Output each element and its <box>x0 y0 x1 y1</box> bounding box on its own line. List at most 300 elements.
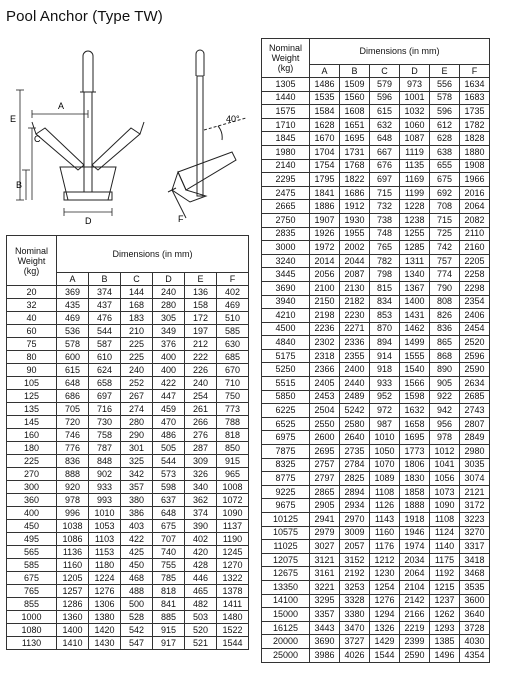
table-row <box>262 105 490 119</box>
weight-cell: 300 <box>7 481 57 494</box>
dimension-cell: 403 <box>121 520 153 533</box>
dimension-cell: 400 <box>153 364 185 377</box>
weight-cell: 1130 <box>7 637 57 650</box>
dimension-cell: 2695 <box>310 445 340 459</box>
dimension-cell: 500 <box>121 598 153 611</box>
dimension-cell: 1540 <box>400 363 430 377</box>
weight-cell: 6225 <box>262 404 310 418</box>
dimension-cell: 1400 <box>400 295 430 309</box>
dimension-cell: 1238 <box>400 213 430 227</box>
dimension-cell: 2634 <box>460 377 490 391</box>
dimension-cell: 280 <box>121 416 153 429</box>
table-row <box>262 499 490 513</box>
table-row <box>262 608 490 622</box>
table-row <box>7 546 249 559</box>
dimension-cell: 1429 <box>370 635 400 649</box>
dimension-cell: 2454 <box>460 322 490 336</box>
column-header: F <box>460 65 490 78</box>
weight-cell: 3240 <box>262 254 310 268</box>
dimension-cell: 287 <box>185 442 217 455</box>
dimension-cell: 3223 <box>460 513 490 527</box>
dimension-cell: 510 <box>217 312 249 325</box>
dimension-cell: 853 <box>370 309 400 323</box>
dimension-cell: 836 <box>57 455 89 468</box>
weight-cell: 10125 <box>262 513 310 527</box>
dimension-cell: 757 <box>430 254 460 268</box>
dimension-cell: 435 <box>57 299 89 312</box>
dimension-cell: 1695 <box>400 431 430 445</box>
dimension-cell: 888 <box>57 468 89 481</box>
weight-cell: 12675 <box>262 567 310 581</box>
weight-cell: 1000 <box>7 611 57 624</box>
dimension-cell: 2979 <box>310 526 340 540</box>
dimension-cell: 1153 <box>89 546 121 559</box>
dimension-cell: 3221 <box>310 580 340 594</box>
dimension-cell: 2596 <box>460 349 490 363</box>
weight-cell: 1440 <box>262 91 310 105</box>
dimension-cell: 2056 <box>310 268 340 282</box>
table-row <box>7 442 249 455</box>
table-row <box>262 553 490 567</box>
dimension-cell: 1974 <box>400 540 430 554</box>
dimension-cell: 2590 <box>400 648 430 662</box>
dimension-cell: 765 <box>370 241 400 255</box>
dimension-cell: 1276 <box>89 585 121 598</box>
table-row <box>7 364 249 377</box>
dimension-cell: 834 <box>370 295 400 309</box>
dimension-cell: 437 <box>89 299 121 312</box>
dimension-cell: 556 <box>430 78 460 92</box>
weight-cell: 180 <box>7 442 57 455</box>
table-row <box>7 507 249 520</box>
dimension-cell: 1411 <box>217 598 249 611</box>
table-row <box>262 281 490 295</box>
dimension-cell: 226 <box>185 364 217 377</box>
dimension-cell: 469 <box>57 312 89 325</box>
weight-cell: 3000 <box>262 241 310 255</box>
dimension-cell: 183 <box>121 312 153 325</box>
dimension-cell: 715 <box>370 186 400 200</box>
dimension-cell: 610 <box>89 351 121 364</box>
table-row <box>7 585 249 598</box>
table-row <box>262 458 490 472</box>
table-row <box>7 429 249 442</box>
dimension-cell: 465 <box>185 585 217 598</box>
weight-cell: 12075 <box>262 553 310 567</box>
dimension-cell: 978 <box>430 431 460 445</box>
dimension-cell: 1880 <box>460 145 490 159</box>
dimension-cell: 2941 <box>310 513 340 527</box>
dimension-cell: 2336 <box>340 336 370 350</box>
dimension-cell: 1136 <box>57 546 89 559</box>
dimension-cell: 2355 <box>340 349 370 363</box>
dimension-cell: 2580 <box>340 417 370 431</box>
dimension-cell: 1544 <box>217 637 249 650</box>
dimension-cell: 1360 <box>57 611 89 624</box>
dimension-cell: 915 <box>153 624 185 637</box>
dimension-cell: 2807 <box>460 417 490 431</box>
dimension-cell: 1420 <box>89 624 121 637</box>
dimension-cell: 5242 <box>340 404 370 418</box>
dimension-cell: 3728 <box>460 621 490 635</box>
dimension-cell: 1053 <box>89 520 121 533</box>
dimension-cell: 2258 <box>460 268 490 282</box>
dimension-cell: 2600 <box>310 431 340 445</box>
dimension-cell: 1270 <box>217 559 249 572</box>
dimension-cell: 349 <box>153 325 185 338</box>
dimension-cell: 2405 <box>310 377 340 391</box>
dimension-cell: 773 <box>217 403 249 416</box>
dimension-cell: 528 <box>121 611 153 624</box>
table-row <box>7 572 249 585</box>
dimension-cell: 1773 <box>400 445 430 459</box>
table-row <box>262 580 490 594</box>
dimension-cell: 596 <box>370 91 400 105</box>
dimension-cell: 1285 <box>400 241 430 255</box>
dimension-cell: 144 <box>121 286 153 299</box>
weight-cell: 1710 <box>262 118 310 132</box>
dimension-cell: 1486 <box>310 78 340 92</box>
weight-cell: 4840 <box>262 336 310 350</box>
dimension-cell: 2014 <box>310 254 340 268</box>
weight-cell: 7875 <box>262 445 310 459</box>
weight-cell: 4210 <box>262 309 310 323</box>
dimension-cell: 261 <box>185 403 217 416</box>
table-row <box>7 351 249 364</box>
dimension-cell: 3443 <box>310 621 340 635</box>
weight-cell: 8775 <box>262 472 310 486</box>
dimension-cell: 2366 <box>310 363 340 377</box>
dimension-cell: 648 <box>370 132 400 146</box>
weight-cell: 20000 <box>262 635 310 649</box>
weight-cell: 8325 <box>262 458 310 472</box>
dimension-cell: 1089 <box>370 472 400 486</box>
table-row <box>262 594 490 608</box>
dimension-cell: 1670 <box>310 132 340 146</box>
dimension-cell: 2192 <box>340 567 370 581</box>
dimension-cell: 425 <box>121 546 153 559</box>
dimension-cell: 210 <box>121 325 153 338</box>
table-row <box>7 286 249 299</box>
front-right-fluke <box>92 128 140 170</box>
dimension-cell: 915 <box>217 455 249 468</box>
table-row <box>262 227 490 241</box>
weight-cell: 1080 <box>7 624 57 637</box>
dimension-cell: 670 <box>217 364 249 377</box>
dimension-cell: 1070 <box>370 458 400 472</box>
table-row <box>262 91 490 105</box>
dimension-cell: 400 <box>153 351 185 364</box>
weight-cell: 5515 <box>262 377 310 391</box>
dimension-cell: 2894 <box>340 485 370 499</box>
dimension-cell: 917 <box>153 637 185 650</box>
table-row <box>7 520 249 533</box>
nominal-weight-header-line: (kg) <box>23 265 40 276</box>
dimension-cell: 2121 <box>460 485 490 499</box>
dimension-cell: 2057 <box>340 540 370 554</box>
dimension-cell: 252 <box>121 377 153 390</box>
dimension-cell: 136 <box>185 286 217 299</box>
dimension-cell: 1480 <box>217 611 249 624</box>
weight-cell: 855 <box>7 598 57 611</box>
nominal-weight-header-line: Weight <box>271 53 300 63</box>
dimension-cell: 1108 <box>430 513 460 527</box>
table-row <box>262 648 490 662</box>
weight-cell: 5175 <box>262 349 310 363</box>
dimension-cell: 1535 <box>310 91 340 105</box>
dimension-cell: 1907 <box>310 213 340 227</box>
dimension-cell: 774 <box>430 268 460 282</box>
dimension-cell: 1695 <box>340 132 370 146</box>
column-header: A <box>310 65 340 78</box>
dimension-cell: 1509 <box>340 78 370 92</box>
dimension-cell: 600 <box>57 351 89 364</box>
weight-cell: 9675 <box>262 499 310 513</box>
dimension-cell: 2797 <box>310 472 340 486</box>
dimension-cell: 2271 <box>340 322 370 336</box>
dimension-cell: 521 <box>185 637 217 650</box>
dimension-cell: 1322 <box>217 572 249 585</box>
dimension-cell: 2550 <box>310 417 340 431</box>
weight-cell: 160 <box>7 429 57 442</box>
dim-label-e: E <box>10 114 17 124</box>
weight-cell: 270 <box>7 468 57 481</box>
dimension-cell: 2980 <box>460 445 490 459</box>
weight-cell: 4500 <box>262 322 310 336</box>
dimension-cell: 894 <box>370 336 400 350</box>
dimension-cell: 818 <box>153 585 185 598</box>
dimension-cell: 3600 <box>460 594 490 608</box>
dimension-cell: 815 <box>370 281 400 295</box>
dimension-cell: 1628 <box>310 118 340 132</box>
dimension-cell: 933 <box>370 377 400 391</box>
weight-cell: 20 <box>7 286 57 299</box>
front-base <box>64 192 112 200</box>
dimensions-table-right <box>261 38 490 663</box>
dimension-cell: 1237 <box>430 594 460 608</box>
dimension-cell: 870 <box>370 322 400 336</box>
dimension-cell: 542 <box>121 624 153 637</box>
dimension-cell: 1930 <box>340 213 370 227</box>
dimension-cell: 1215 <box>430 580 460 594</box>
dimension-cell: 637 <box>153 494 185 507</box>
dimension-cell: 274 <box>121 403 153 416</box>
dimension-cell: 2064 <box>400 567 430 581</box>
dimension-cell: 1293 <box>430 621 460 635</box>
dimension-cell: 2082 <box>460 213 490 227</box>
weight-cell: 10575 <box>262 526 310 540</box>
dimension-cell: 1806 <box>400 458 430 472</box>
dimension-cell: 2064 <box>460 200 490 214</box>
nominal-weight-header <box>7 236 57 286</box>
dimension-cell: 1073 <box>430 485 460 499</box>
table-row <box>7 637 249 650</box>
dimension-cell: 1908 <box>460 159 490 173</box>
dimension-cell: 1608 <box>340 105 370 119</box>
table-row <box>7 377 249 390</box>
dimension-cell: 667 <box>370 145 400 159</box>
table-row <box>262 621 490 635</box>
weight-cell: 765 <box>7 585 57 598</box>
weight-cell: 675 <box>7 572 57 585</box>
dimension-cell: 1192 <box>430 567 460 581</box>
dimension-cell: 758 <box>89 429 121 442</box>
dimension-cell: 638 <box>430 145 460 159</box>
dimension-cell: 1124 <box>430 526 460 540</box>
dimension-cell: 1658 <box>400 417 430 431</box>
dimension-cell: 2205 <box>460 254 490 268</box>
table-row <box>262 349 490 363</box>
dimension-cell: 1050 <box>370 445 400 459</box>
dimension-cell: 1367 <box>400 281 430 295</box>
weight-cell: 90 <box>7 364 57 377</box>
dimension-cell: 730 <box>89 416 121 429</box>
dimension-cell: 1143 <box>370 513 400 527</box>
dimension-cell: 503 <box>185 611 217 624</box>
dimension-cell: 1634 <box>460 78 490 92</box>
column-header: C <box>121 273 153 286</box>
column-header: B <box>89 273 121 286</box>
dimension-cell: 374 <box>185 507 217 520</box>
dimension-cell: 1683 <box>460 91 490 105</box>
dimension-cell: 1087 <box>400 132 430 146</box>
dimension-cell: 369 <box>57 286 89 299</box>
dimension-cell: 468 <box>121 572 153 585</box>
nominal-weight-header-line: (kg) <box>277 63 294 73</box>
dimension-cell: 738 <box>370 213 400 227</box>
dimension-cell: 1160 <box>370 526 400 540</box>
dimension-cell: 1012 <box>430 445 460 459</box>
dimension-cell: 1262 <box>430 608 460 622</box>
dimension-cell: 587 <box>89 338 121 351</box>
dimension-cell: 1830 <box>400 472 430 486</box>
dimension-cell: 544 <box>153 455 185 468</box>
weight-cell: 1845 <box>262 132 310 146</box>
table-row <box>7 468 249 481</box>
dimension-cell: 1294 <box>370 608 400 622</box>
dimension-cell: 742 <box>430 241 460 255</box>
dimension-cell: 3152 <box>340 553 370 567</box>
table-row <box>262 159 490 173</box>
dimension-cell: 1754 <box>310 159 340 173</box>
anchor-drawing <box>0 30 260 235</box>
dimension-cell: 579 <box>370 78 400 92</box>
dimension-cell: 624 <box>89 364 121 377</box>
dimension-cell: 1032 <box>400 105 430 119</box>
dimension-cell: 1205 <box>57 572 89 585</box>
dimension-cell: 1912 <box>340 200 370 214</box>
dimension-cell: 841 <box>153 598 185 611</box>
dimension-cell: 748 <box>370 227 400 241</box>
weight-cell: 75 <box>7 338 57 351</box>
dimension-cell: 740 <box>153 546 185 559</box>
weight-cell: 5850 <box>262 390 310 404</box>
table-row <box>262 445 490 459</box>
table-row <box>262 132 490 146</box>
dimension-cell: 705 <box>57 403 89 416</box>
dimension-cell: 905 <box>430 377 460 391</box>
dimension-cell: 2400 <box>340 363 370 377</box>
dimension-cell: 1966 <box>460 173 490 187</box>
dimension-cell: 342 <box>121 468 153 481</box>
dimension-cell: 2865 <box>310 485 340 499</box>
dimension-cell: 1175 <box>430 553 460 567</box>
weight-cell: 225 <box>7 455 57 468</box>
dimension-cell: 1119 <box>400 145 430 159</box>
dimension-cell: 2104 <box>400 580 430 594</box>
weight-cell: 3690 <box>262 281 310 295</box>
dimension-cell: 470 <box>153 416 185 429</box>
dimension-cell: 697 <box>89 390 121 403</box>
dim-label-b: B <box>16 180 23 190</box>
dimension-cell: 402 <box>217 286 249 299</box>
dimension-cell: 933 <box>89 481 121 494</box>
dimension-cell: 978 <box>57 494 89 507</box>
dimension-cell: 2016 <box>460 186 490 200</box>
dimension-cell: 1257 <box>57 585 89 598</box>
dimension-cell: 158 <box>185 299 217 312</box>
dimension-cell: 1651 <box>340 118 370 132</box>
dimension-cell: 1038 <box>57 520 89 533</box>
dimension-cell: 374 <box>89 286 121 299</box>
dimension-cell: 585 <box>217 325 249 338</box>
dimension-cell: 3690 <box>310 635 340 649</box>
table-row <box>7 325 249 338</box>
dimension-cell: 254 <box>185 390 217 403</box>
weight-cell: 13350 <box>262 580 310 594</box>
table-row <box>7 338 249 351</box>
dimension-cell: 1841 <box>310 186 340 200</box>
dimension-cell: 3328 <box>340 594 370 608</box>
table-row <box>262 200 490 214</box>
dimension-cell: 390 <box>185 520 217 533</box>
table-row <box>262 213 490 227</box>
dimension-cell: 918 <box>370 363 400 377</box>
dimension-cell: 2453 <box>310 390 340 404</box>
dimension-cell: 340 <box>185 481 217 494</box>
dimension-cell: 276 <box>185 429 217 442</box>
dimension-cell: 240 <box>153 286 185 299</box>
dimensions-header: Dimensions (in mm) <box>57 236 249 273</box>
page-title: Pool Anchor (Type TW) <box>6 8 163 25</box>
dimension-cell: 1137 <box>217 520 249 533</box>
dimension-cell: 2489 <box>340 390 370 404</box>
dimension-cell: 3640 <box>460 608 490 622</box>
dimension-cell: 1782 <box>460 118 490 132</box>
dimension-cell: 2087 <box>340 268 370 282</box>
dimensions-header: Dimensions (in mm) <box>310 39 490 65</box>
dimension-cell: 2504 <box>310 404 340 418</box>
dimension-cell: 428 <box>185 559 217 572</box>
dimension-cell: 1858 <box>400 485 430 499</box>
dimension-cell: 2198 <box>310 309 340 323</box>
dimension-cell: 785 <box>153 572 185 585</box>
dimension-cell: 2685 <box>460 390 490 404</box>
dimension-cell: 422 <box>121 533 153 546</box>
table-row <box>7 299 249 312</box>
dimension-cell: 197 <box>185 325 217 338</box>
table-row <box>262 145 490 159</box>
dimension-cell: 240 <box>121 364 153 377</box>
dimension-cell: 2520 <box>460 336 490 350</box>
weight-cell: 14100 <box>262 594 310 608</box>
dimensions-table-left <box>6 235 249 650</box>
dimension-cell: 596 <box>430 105 460 119</box>
weight-cell: 2140 <box>262 159 310 173</box>
dimension-cell: 710 <box>217 377 249 390</box>
dimension-cell: 301 <box>121 442 153 455</box>
dimension-cell: 716 <box>89 403 121 416</box>
